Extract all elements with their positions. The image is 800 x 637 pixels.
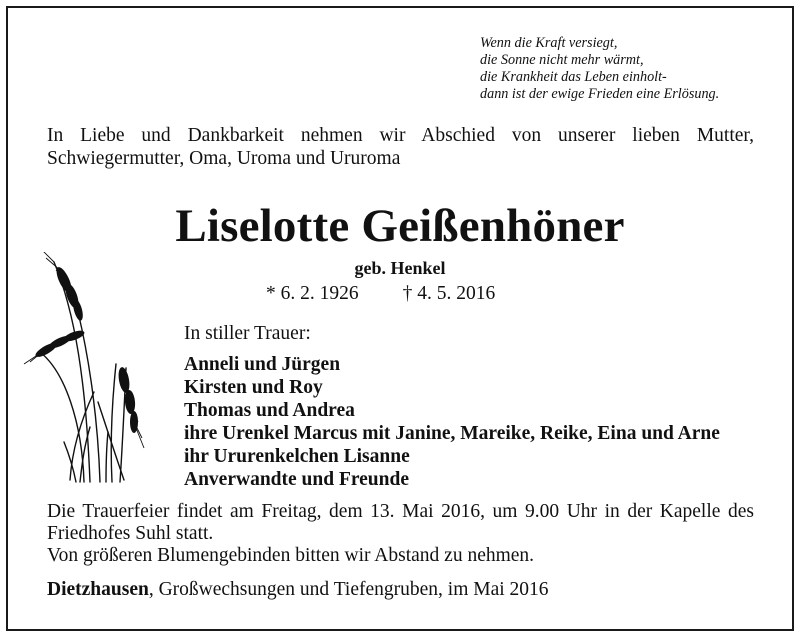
poem-line: die Sonne nicht mehr wärmt, (480, 52, 644, 68)
service-line: Die Trauerfeier findet am Freitag, dem 13. Mai 2016, um 9.00 Uhr in der Kapelle des (47, 501, 754, 522)
place-rest: , Großwechsungen und Tiefengruben, im Mai 2016 (148, 579, 549, 600)
place-town: Dietzhausen (47, 579, 149, 600)
poem-line: die Krankheit das Leben einholt- (480, 69, 667, 85)
place-date (47, 579, 549, 601)
mourner-entry: Thomas und Andrea (184, 400, 355, 421)
poem-line: Wenn die Kraft versiegt, (480, 35, 618, 51)
mourner-entry: ihre Urenkel Marcus mit Janine, Mareike, Reike, Eina und Arne (184, 423, 720, 444)
service-info (47, 501, 754, 545)
mourner-entry: Anneli und Jürgen (184, 354, 341, 375)
mourners-list (184, 353, 720, 491)
life-dates (266, 282, 495, 306)
mourning-heading: In stiller Trauer: (184, 323, 311, 344)
poem (480, 35, 780, 103)
poem-line: dann ist der ewige Frieden eine Erlösung. (480, 86, 720, 102)
intro-text (47, 124, 754, 170)
intro-line: In Liebe und Dankbarkeit nehmen wir Abschied von unserer lieben Mutter, (47, 125, 754, 146)
mourner-entry: Kirsten und Roy (184, 377, 323, 398)
flowers-note: Von größeren Blumengebinden bitten wir Abstand zu nehmen. (47, 545, 535, 566)
wheat-icon (20, 252, 160, 484)
deceased-name: Liselotte Geißenhöner (175, 200, 625, 252)
birth-date: * 6. 2. 1926 (266, 283, 359, 304)
intro-line: Schwiegermutter, Oma, Uroma und Ururoma (47, 148, 401, 169)
service-line: Friedhofes Suhl statt. (47, 523, 214, 544)
death-date: † 4. 5. 2016 (402, 283, 496, 304)
mourner-entry: Anverwandte und Freunde (184, 469, 410, 490)
mourner-entry: ihr Ururenkelchen Lisanne (184, 446, 410, 467)
born-name: geb. Henkel (354, 258, 446, 278)
